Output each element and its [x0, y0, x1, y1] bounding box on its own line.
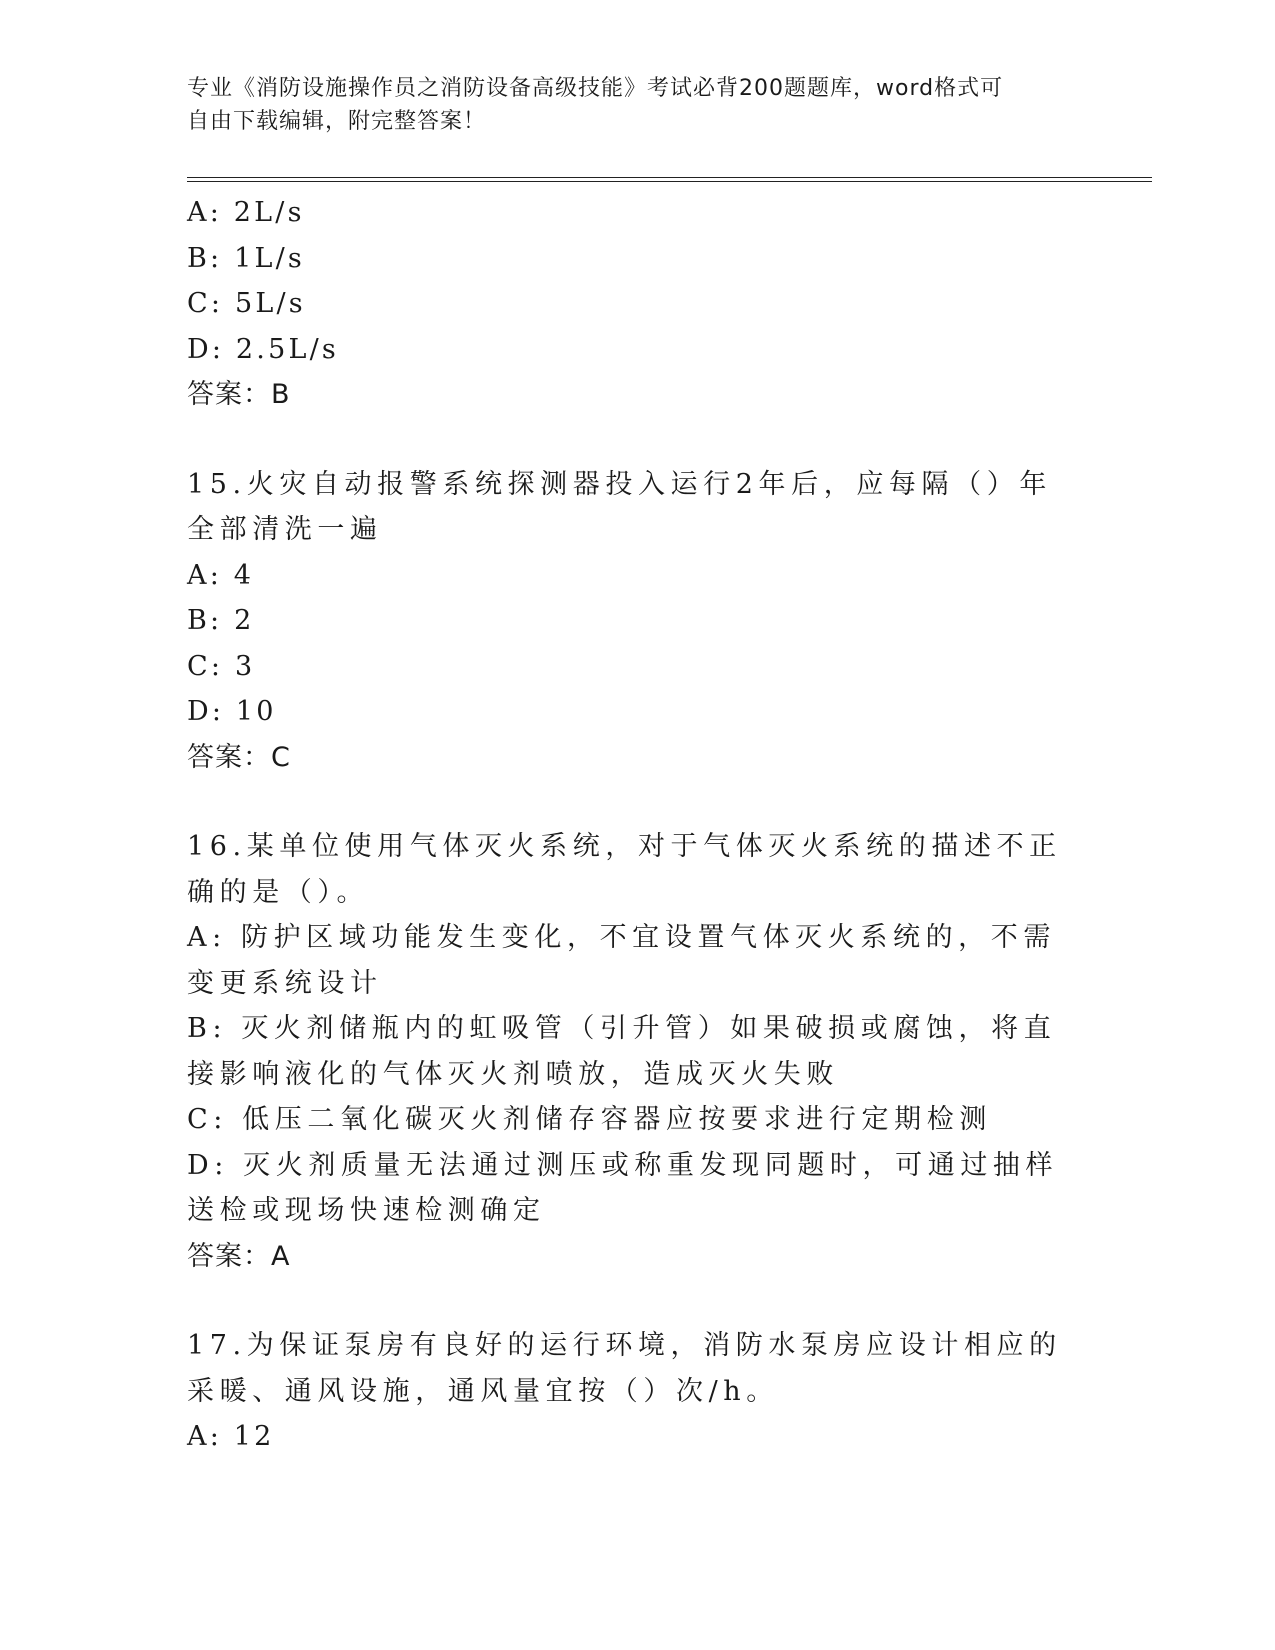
- header-divider-top: [187, 177, 1152, 178]
- spacer: [187, 1279, 1067, 1323]
- document-header: [187, 72, 1067, 138]
- option-b: B: 2: [187, 605, 255, 636]
- question-block-15: [187, 462, 1067, 781]
- spacer: [187, 780, 1067, 824]
- question-block-16: [187, 824, 1067, 1279]
- option-b: B: 灭火剂储瓶内的虹吸管（引升管）如果破损或腐蚀，将直接影响液化的气体灭火剂喷放，造成灭火失败: [187, 1013, 1057, 1090]
- option-c: C: 5L/s: [187, 288, 306, 319]
- option-a: A: 2L/s: [187, 197, 305, 228]
- question-list: [187, 190, 1067, 1460]
- option-d: D: 10: [187, 696, 277, 727]
- option-d: D: 2.5L/s: [187, 333, 339, 365]
- header-line-2: 自由下载编辑，附完整答案！: [187, 109, 487, 134]
- answer-line: 答案：A: [187, 1240, 291, 1272]
- question-block-14: [187, 190, 1067, 418]
- option-a: A: 防护区域功能发生变化，不宜设置气体灭火系统的，不需变更系统设计: [187, 922, 1056, 999]
- header-line-1: 专业《消防设施操作员之消防设备高级技能》考试必背200题题库，word格式可: [187, 76, 1004, 101]
- option-c: C: 3: [187, 650, 256, 682]
- option-c: C: 低压二氧化碳灭火剂储存容器应按要求进行定期检测: [187, 1104, 992, 1135]
- question-block-17: [187, 1323, 1067, 1460]
- option-b: B: 1L/s: [187, 242, 305, 274]
- header-divider-bottom: [187, 181, 1152, 182]
- question-text: 15.火灾自动报警系统探测器投入运行2年后，应每隔（）年全部清洗一遍: [187, 468, 1052, 545]
- spacer: [187, 418, 1067, 462]
- option-a: A: 4: [187, 559, 255, 591]
- question-text: 17.为保证泵房有良好的运行环境，消防水泵房应设计相应的采暖、通风设施，通风量宜按（）次/h。: [187, 1330, 1062, 1407]
- option-d: D: 灭火剂质量无法通过测压或称重发现同题时，可通过抽样送检或现场快速检测确定: [187, 1149, 1059, 1226]
- answer-line: 答案：B: [187, 379, 291, 410]
- option-a: A: 12: [187, 1421, 275, 1452]
- question-text: 16.某单位使用气体灭火系统，对于气体灭火系统的描述不正确的是（）。: [187, 831, 1062, 908]
- answer-line: 答案：C: [187, 741, 291, 773]
